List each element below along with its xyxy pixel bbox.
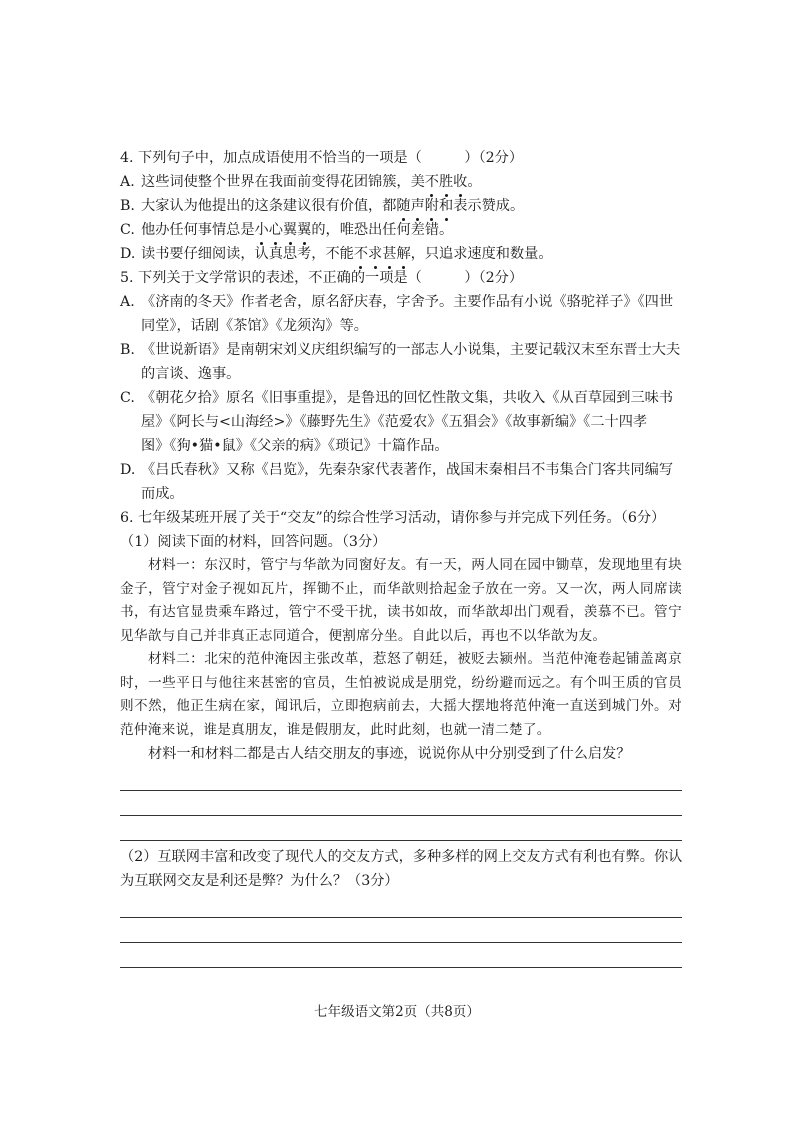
option-text: 大家认为他提出的这条建议很有价值，都随声附和表示赞成。 [141, 194, 682, 218]
q5-option-d [120, 458, 682, 482]
q4-option-a [120, 170, 682, 194]
q4-option-b [120, 194, 682, 218]
q6-sub2-line: 为互联网交友是利还是弊？为什么？（3分） [120, 873, 399, 889]
q5-option-c [120, 386, 682, 410]
answer-line[interactable] [120, 816, 682, 841]
q6-sub1-question: 材料一和材料二都是古人结交朋友的事迹，说说你从中分别受到了什么启发？ [148, 746, 631, 762]
q6-stem: 6. 七年级某班开展了关于“交友”的综合性学习活动，请你参与并完成下列任务。（6分） [120, 510, 666, 526]
q4-stem: 4. 下列句子中，加点成语使用不恰当的一项是（ ）（2分） [120, 150, 524, 166]
option-text: 他办任何事情总是小心翼翼的，唯恐出任何差错。 [141, 218, 682, 242]
q5-option-a [120, 290, 682, 314]
q6-sub2-line: （2）互联网丰富和改变了现代人的交友方式，多种多样的网上交友方式有利也有弊。你认 [120, 849, 683, 865]
emphasis-dot-char: 小 [255, 218, 269, 242]
answer-line[interactable] [120, 791, 682, 816]
option-continuation: 屋》《阿长与<山海经>》《藤野先生》《范爱农》《五猖会》《故事新编》《二十四孝 [141, 414, 648, 430]
emphasis-dot-char: 求 [368, 242, 382, 266]
q5-option-b [120, 338, 682, 362]
emphasis-dot-char: 附 [425, 194, 439, 218]
emphasis-dot-char: 甚 [382, 242, 396, 266]
page-content [120, 146, 682, 968]
option-continuation: 同堂》，话剧《茶馆》《龙须沟》等。 [141, 318, 368, 334]
option-continuation: 而成。 [141, 486, 184, 502]
emphasis-dot-char: 翼 [297, 218, 311, 242]
q5-stem: 5. 下列关于文学常识的表述，不正确的一项是（ ）（2分） [120, 270, 524, 286]
option-label: B. [120, 342, 135, 358]
option-text: 《济南的冬天》作者老舍，原名舒庆春，字舍予。主要作品有小说《骆驼祥子》《四世 [141, 294, 674, 310]
option-label: B. [120, 198, 135, 214]
emphasis-dot-char: 声 [411, 194, 425, 218]
answer-line[interactable] [120, 893, 682, 918]
q4-option-d [120, 242, 682, 266]
dotted-idiom [255, 222, 312, 238]
page-footer: 七年级语文第2页（共8页） [314, 1004, 480, 1020]
emphasis-dot-char: 不 [354, 242, 368, 266]
q6-sub1-title: （1）阅读下面的材料，回答问题。（3分） [120, 534, 387, 550]
option-label: C. [120, 222, 135, 238]
emphasis-dot-char: 收 [453, 170, 467, 194]
option-text: 读书要仔细阅读，认真思考，不能不求甚解，只追求速度和数量。 [141, 242, 682, 266]
dotted-idiom [354, 246, 411, 262]
answer-line[interactable] [120, 766, 682, 791]
answer-line[interactable] [120, 918, 682, 943]
option-continuation: 的言谈、逸事。 [141, 366, 241, 382]
option-label: A. [120, 174, 135, 190]
option-text: 《吕氏春秋》又称《吕览》，先秦杂家代表著作，战国末秦相吕不韦集合门客共同编写 [141, 462, 674, 478]
option-label: D. [120, 462, 136, 478]
emphasis-dot-char: 解 [396, 242, 410, 266]
emphasis-dot-char: 心 [269, 218, 283, 242]
emphasis-dot-char: 不 [425, 170, 439, 194]
dotted-idiom [425, 174, 468, 190]
material-one: 材料一：东汉时，管宁与华歆为同窗好友。有一天，两人同在园中锄草，发现地里有块金子，管宁对金子视如瓦片，挥锄不止，而华歆则拾起金子放在一旁。又一次，两人同席读书，有达官显贵乘车路过，管宁不受干扰，读书如故，而华歆却出门观看，羡慕不已。管宁见华歆与自己并非真正志同道合，便割席分坐。自此以后，再也不以华歆为友。 [120, 557, 682, 644]
option-text: 《世说新语》是南朝宋刘义庆组织编写的一部志人小说集，主要记载汉末至东晋士大夫 [141, 342, 681, 358]
option-label: A. [120, 294, 135, 310]
option-label: D. [120, 246, 136, 262]
emphasis-dot-char: 和 [439, 194, 453, 218]
emphasis-dot-char: 随 [396, 194, 410, 218]
dotted-idiom [396, 198, 453, 214]
emphasis-dot-char: 翼 [283, 218, 297, 242]
q4-option-c [120, 218, 682, 242]
answer-line[interactable] [120, 943, 682, 968]
material-two: 材料二：北宋的范仲淹因主张改革，惹怒了朝廷，被贬去颍州。当范仲淹卷起铺盖离京时，一些平日与他往来甚密的官员，生怕被说成是朋党，纷纷避而远之。有个叫王质的官员则不然，他正生病在家，闻讯后，立即抱病前去，大摇大摆地将范仲淹一直送到城门外。对范仲淹来说，谁是真朋友，谁是假朋友，此时此刻，也就一清二楚了。 [120, 651, 682, 738]
option-label: C. [120, 390, 135, 406]
option-continuation: 图》《狗•猫•鼠》《父亲的病》《琐记》十篇作品。 [141, 438, 449, 454]
option-text: 《朝花夕拾》原名《旧事重提》，是鲁迅的回忆性散文集，共收入《从百草园到三味书 [141, 390, 674, 406]
emphasis-dot-char: 胜 [439, 170, 453, 194]
option-text: 这些词使整个世界在我面前变得花团锦簇，美不胜收。 [141, 170, 682, 194]
